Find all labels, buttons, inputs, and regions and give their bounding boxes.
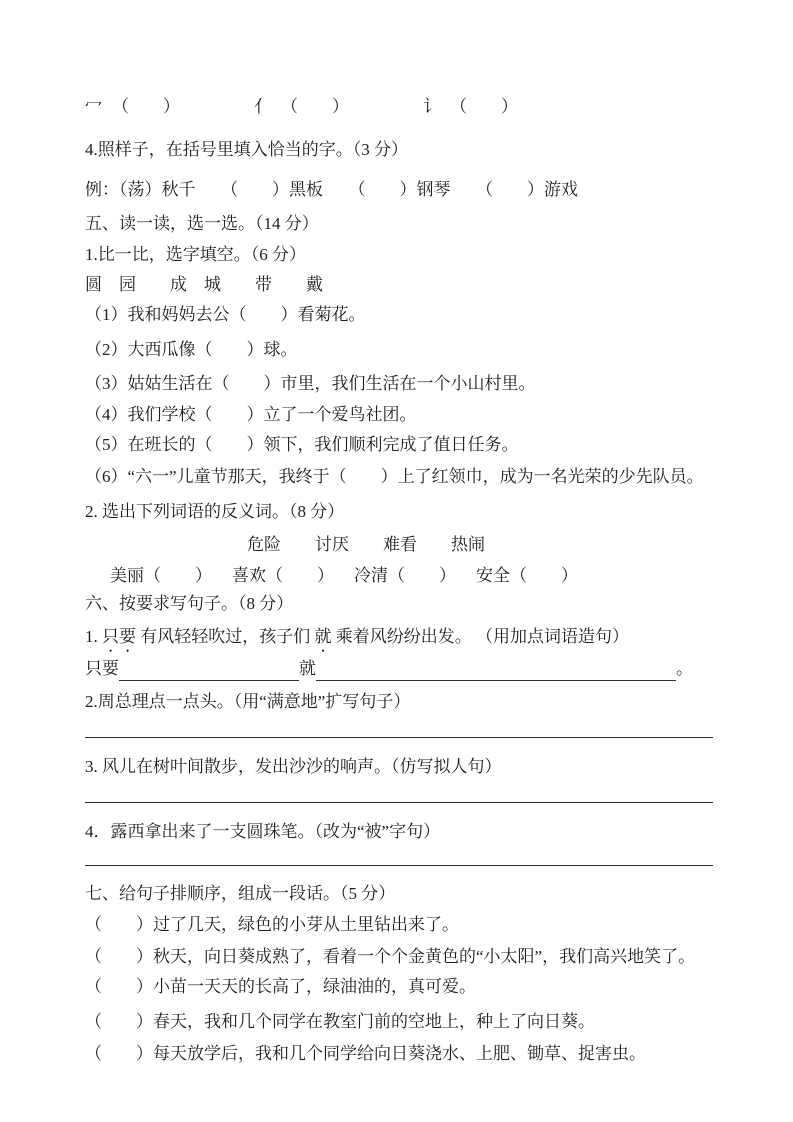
antonym-word-bank: 危险 讨厌 难看 热闹 (247, 535, 485, 554)
order-item-1: （ ）过了几天，绿色的小芽从土里钻出来了。 (85, 915, 459, 934)
section-7-heading: 七、给句子排顺序，组成一段话。（5 分） (85, 884, 396, 903)
order-item-2: （ ）秋天，向日葵成熟了，看着一个个金黄色的“小太阳”，我们高兴地笑了。 (85, 947, 696, 966)
section-6-item-1-answer-line (85, 657, 693, 681)
order-item-5: （ ）每天放学后，我和几个同学给向日葵浇水、上肥、锄草、捉害虫。 (85, 1044, 646, 1063)
question-4-example: 例：（荡）秋千 （ ）黑板 （ ）钢琴 （ ）游戏 (85, 180, 578, 199)
section-5-sub1-title: 1.比一比，选字填空。（6 分） (85, 245, 306, 264)
fill-item-2: （2）大西瓜像（ ）球。 (85, 340, 298, 359)
answer-tail-period: 。 (676, 659, 693, 678)
answer-rule-line (85, 865, 713, 866)
answer-blank-underline (316, 661, 676, 681)
section-5-sub2-title: 2. 选出下列词语的反义词。（8 分） (85, 502, 345, 521)
radical-speech: 讠 (423, 97, 440, 116)
antonym-pair-2: 喜欢（ ） (232, 566, 334, 585)
antonym-pairs-row (110, 564, 578, 588)
answer-lead-zhiyao: 只要 (85, 659, 119, 678)
radical-mi-cover: 冖 (85, 97, 102, 116)
section-6-heading: 六、按要求写句子。（8 分） (85, 594, 294, 613)
fill-item-1: （1）我和妈妈去公（ ）看菊花。 (85, 305, 366, 324)
answer-blank-parens: （ ） (112, 97, 180, 116)
answer-mid-jiu: 就 (299, 659, 316, 678)
sentence-text: 乘着风纷纷出发。 (335, 627, 472, 646)
antonym-pair-3: 冷清（ ） (354, 566, 456, 585)
order-item-4: （ ）春天，我和几个同学在教室门前的空地上，种上了向日葵。 (85, 1012, 595, 1031)
antonym-pair-1: 美丽（ ） (110, 566, 212, 585)
antonym-pair-4: 安全（ ） (476, 566, 578, 585)
emphasized-word-jiu: 就 (314, 627, 332, 646)
answer-blank-parens: （ ） (281, 97, 349, 116)
instruction-note: （用加点词语造句） (476, 627, 629, 646)
fill-item-3: （3）姑姑生活在（ ）市里，我们生活在一个小山村里。 (85, 374, 536, 393)
order-item-3: （ ）小苗一天天的长高了，绿油油的，真可爱。 (85, 977, 476, 996)
fill-item-6: （6）“六一”儿童节那天，我终于（ ）上了红领巾，成为一名光荣的少先队员。 (85, 467, 704, 486)
radical-group-mi (85, 95, 180, 119)
fill-item-4: （4）我们学校（ ）立了一个爱鸟社团。 (85, 405, 417, 424)
emphasized-word-zhiyao: 只要 (102, 627, 136, 646)
section-6-item-1 (85, 625, 629, 656)
answer-blank-parens: （ ） (450, 97, 518, 116)
answer-blank-underline (119, 661, 299, 681)
item-number: 1. (85, 627, 98, 646)
radical-fill-row (85, 95, 518, 119)
radical-group-yan (423, 95, 518, 119)
answer-rule-line (85, 802, 713, 803)
section-5-heading: 五、读一读，选一选。（14 分） (85, 214, 319, 233)
section-6-item-4: 4．露西拿出来了一支圆珠笔。（改为“被”字句） (85, 822, 441, 841)
question-4-title: 4.照样子，在括号里填入恰当的字。（3 分） (85, 140, 408, 159)
section-5-char-bank: 圆 园 成 城 带 戴 (85, 275, 323, 294)
section-6-item-2: 2.周总理点一点头。（用“满意地”扩写句子） (85, 692, 411, 711)
fill-item-5: （5）在班长的（ ）领下，我们顺利完成了值日任务。 (85, 435, 519, 454)
sentence-text: 有风轻轻吹过，孩子们 (140, 627, 311, 646)
answer-rule-line (85, 737, 713, 738)
radical-person: 亻 (254, 97, 271, 116)
section-6-item-3: 3. 风儿在树叶间散步，发出沙沙的响声。（仿写拟人句） (85, 757, 502, 776)
radical-group-ren (254, 95, 349, 119)
